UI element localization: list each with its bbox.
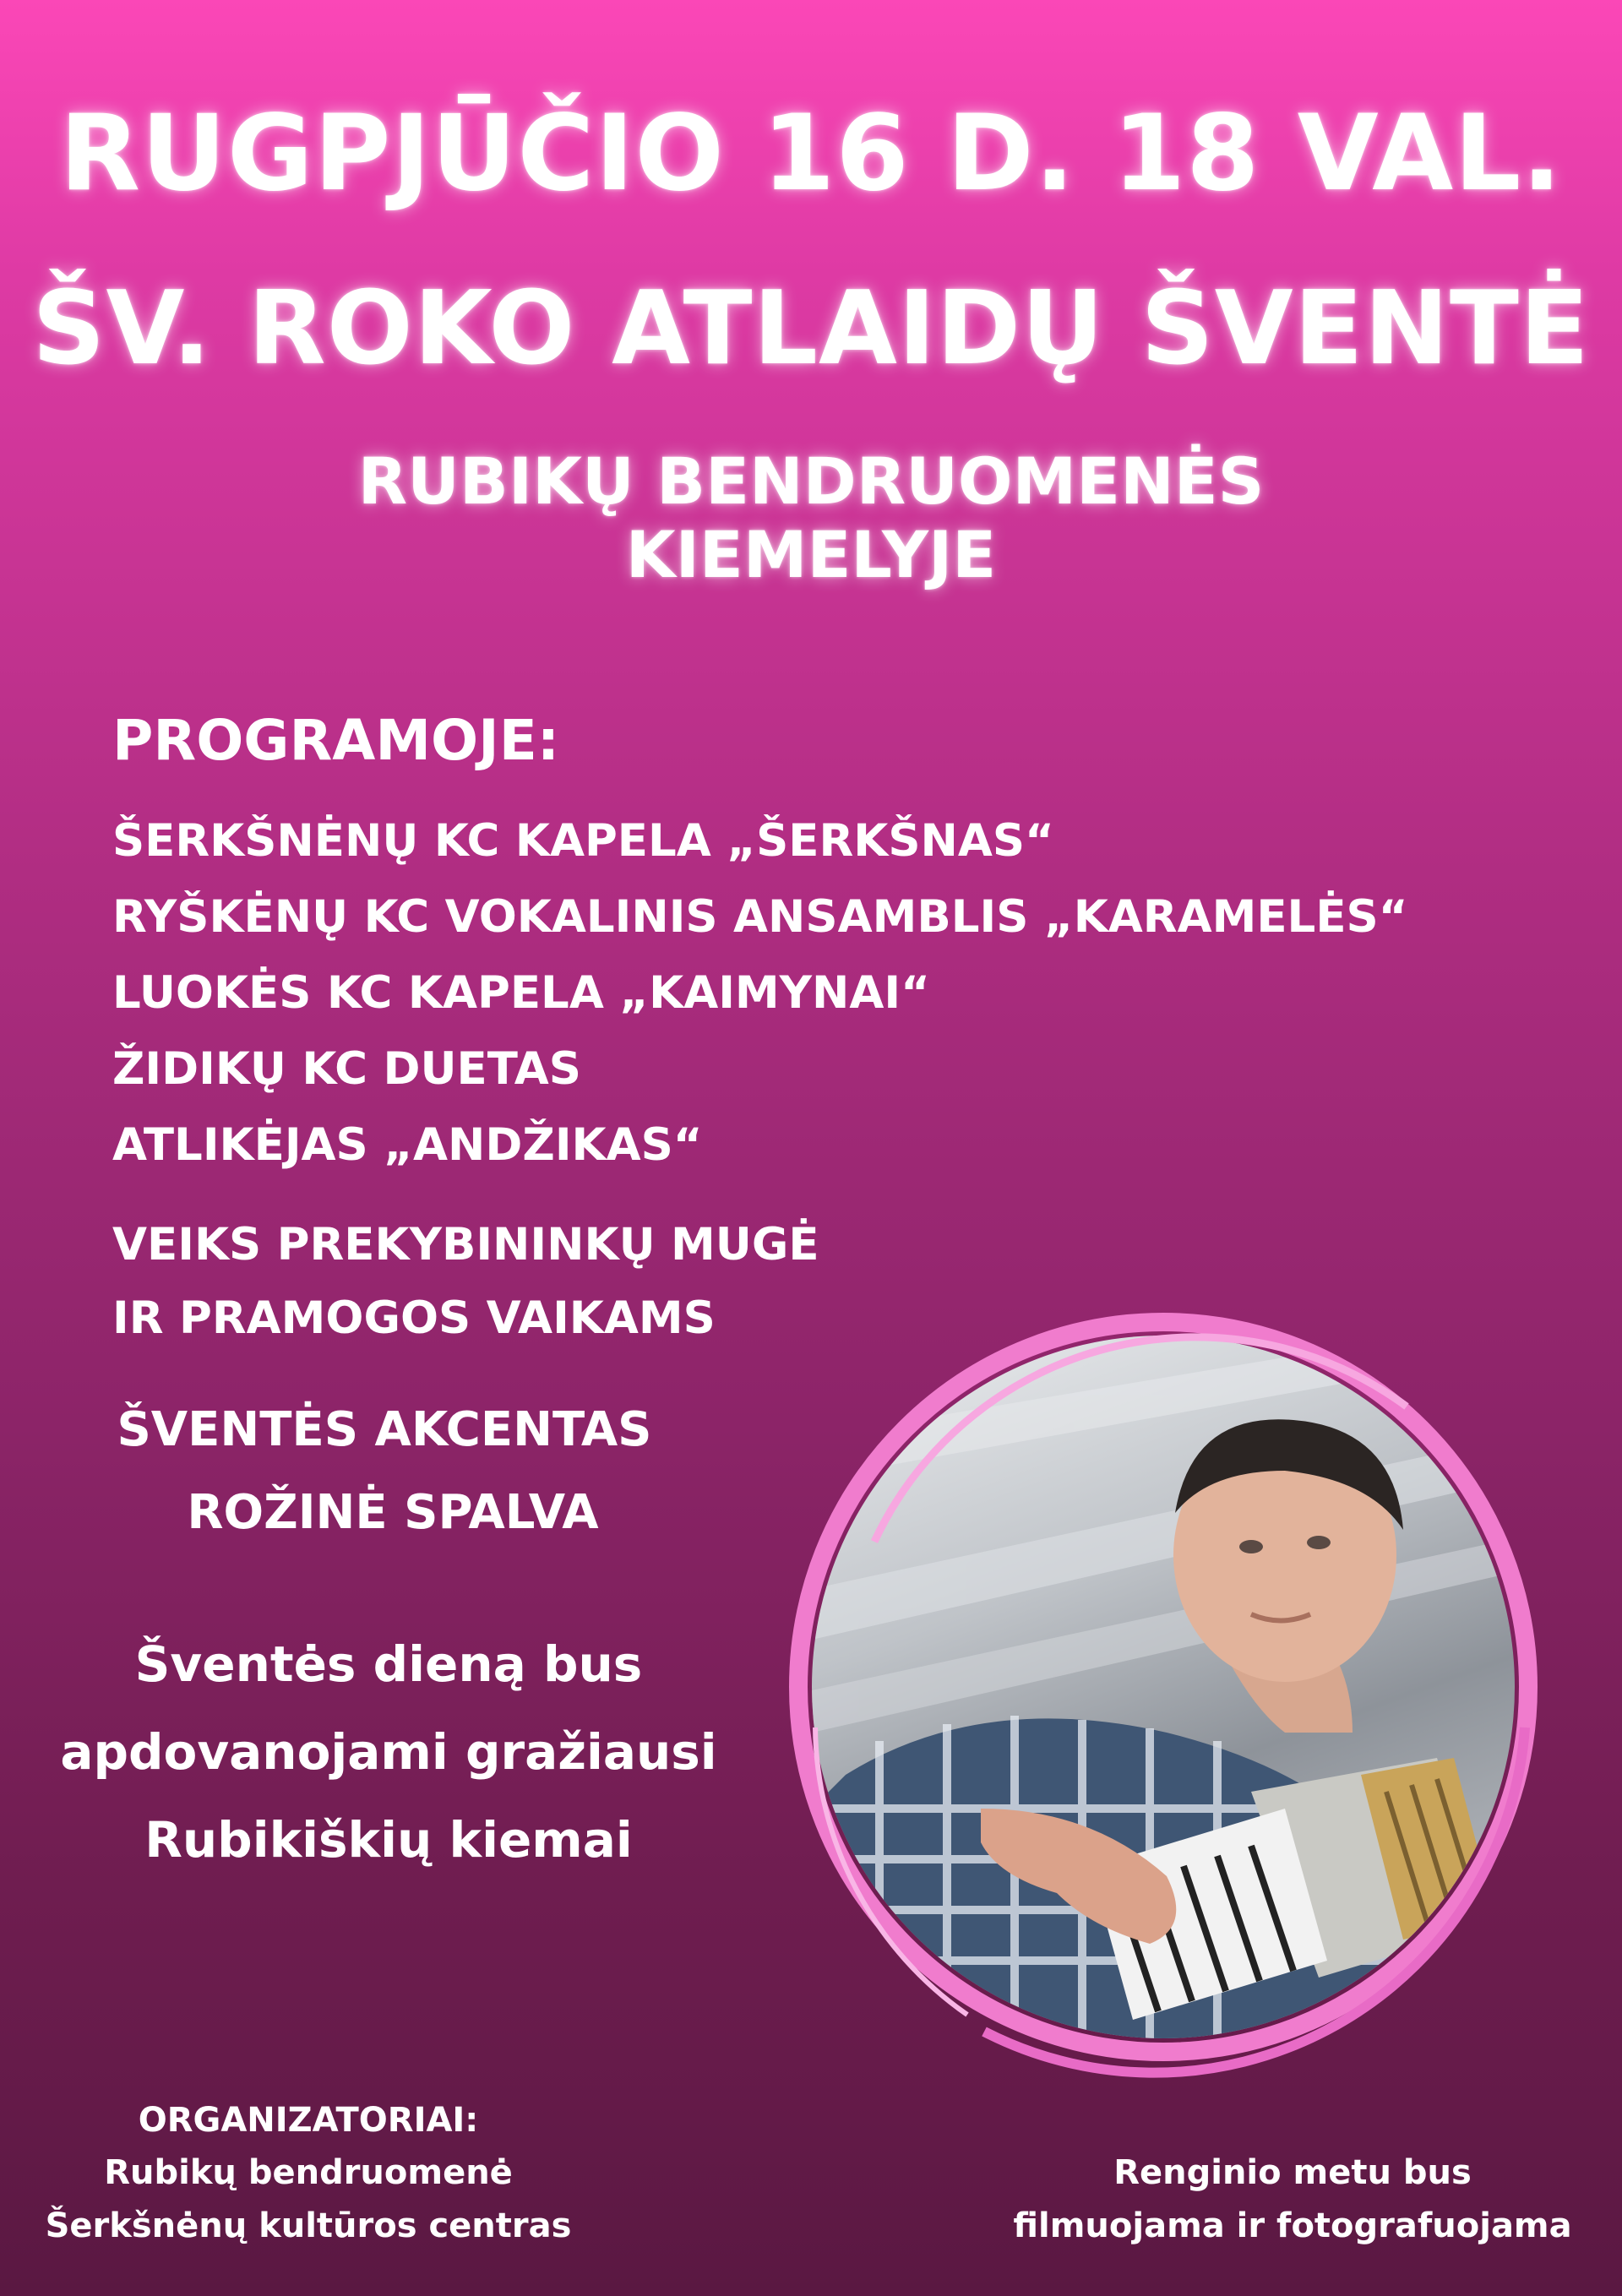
performer-photo-frame: [765, 1288, 1563, 2087]
brush-ring-decoration: [765, 1288, 1563, 2087]
program-item: ATLIKĖJAS „ANDŽIKAS“: [112, 1119, 703, 1171]
organizer-line: Šerkšnėnų kultūros centras: [45, 2206, 572, 2245]
media-notice-line: Renginio metu bus: [1113, 2153, 1472, 2192]
event-title-heading: ŠV. ROKO ATLAIDŲ ŠVENTĖ: [32, 270, 1590, 388]
event-location-line1: RUBIKŲ BENDRUOMENĖS: [357, 443, 1265, 519]
organizer-line: Rubikų bendruomenė: [104, 2153, 513, 2192]
award-line: Šventės dieną bus: [134, 1635, 643, 1693]
event-location-line2: KIEMELYJE: [625, 517, 997, 592]
fair-line: VEIKS PREKYBININKŲ MUGĖ: [112, 1219, 819, 1270]
event-date-heading: RUGPJŪČIO 16 D. 18 VAL.: [59, 93, 1563, 215]
accent-line: ŠVENTĖS AKCENTAS: [117, 1402, 652, 1457]
program-item: LUOKĖS KC KAPELA „KAIMYNAI“: [112, 967, 930, 1019]
program-heading: PROGRAMOJE:: [112, 708, 560, 773]
fair-line: IR PRAMOGOS VAIKAMS: [112, 1292, 716, 1344]
program-item: ŠERKŠNĖNŲ KC KAPELA „ŠERKŠNAS“: [112, 815, 1054, 867]
award-line: apdovanojami gražiausi: [60, 1723, 717, 1781]
program-item: ŽIDIKŲ KC DUETAS: [112, 1043, 581, 1095]
award-line: Rubikiškių kiemai: [144, 1811, 633, 1869]
media-notice-line: filmuojama ir fotografuojama: [1013, 2206, 1572, 2245]
accent-line: ROŽINĖ SPALVA: [187, 1485, 599, 1540]
organizers-heading: ORGANIZATORIAI:: [138, 2101, 479, 2140]
program-item: RYŠKĖNŲ KC VOKALINIS ANSAMBLIS „KARAMELĖS“: [112, 891, 1408, 943]
